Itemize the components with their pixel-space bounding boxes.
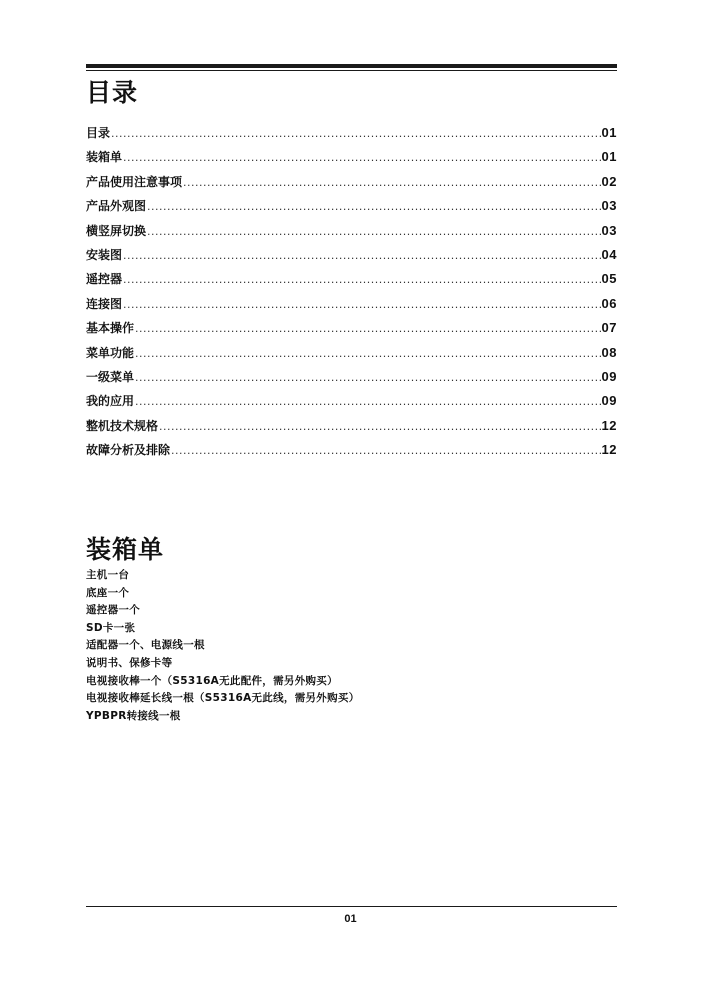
header-rule-thick	[86, 64, 617, 68]
toc-entry-page: 07	[601, 320, 617, 336]
toc-entry-label: 横竖屏切换	[86, 223, 147, 238]
toc-entry-label: 连接图	[86, 296, 123, 311]
toc-entry[interactable]	[86, 270, 617, 294]
packing-list-item: YPBPR转接线一根	[86, 709, 181, 722]
toc-entry-page: 12	[601, 442, 617, 458]
toc-entry[interactable]	[86, 197, 617, 221]
toc-dot-leader	[171, 444, 601, 457]
toc-entry-page: 09	[601, 368, 617, 384]
toc-entry-label: 整机技术规格	[86, 418, 159, 433]
toc-title: 目录	[86, 78, 139, 107]
toc-entry[interactable]	[86, 441, 617, 465]
toc-entry[interactable]	[86, 222, 617, 246]
toc-dot-leader	[135, 347, 601, 360]
table-of-contents	[86, 124, 617, 465]
packing-list-title: 装箱单	[86, 535, 165, 564]
page-number: 01	[344, 913, 357, 925]
toc-entry[interactable]	[86, 392, 617, 416]
toc-dot-leader	[111, 127, 601, 140]
toc-entry-page: 09	[601, 393, 617, 409]
toc-entry[interactable]	[86, 368, 617, 392]
toc-entry[interactable]	[86, 319, 617, 343]
toc-entry-label: 我的应用	[86, 394, 135, 409]
toc-entry-label: 遥控器	[86, 272, 123, 287]
toc-dot-leader	[147, 225, 601, 238]
packing-list-item: 遥控器一个	[86, 604, 140, 617]
footer-rule	[86, 906, 617, 907]
toc-dot-leader	[147, 200, 601, 213]
packing-list-item: 底座一个	[86, 586, 130, 599]
toc-dot-leader	[135, 395, 601, 408]
packing-list-item: 适配器一个、电源线一根	[86, 639, 205, 652]
toc-entry[interactable]	[86, 295, 617, 319]
toc-entry-page: 12	[601, 417, 617, 433]
toc-entry[interactable]	[86, 173, 617, 197]
toc-entry-page: 03	[601, 222, 617, 238]
packing-list	[86, 567, 360, 725]
packing-list-item: 说明书、保修卡等	[86, 656, 173, 669]
toc-entry-label: 一级菜单	[86, 369, 135, 384]
packing-list-item: SD卡一张	[86, 621, 136, 634]
packing-list-item: 主机一台	[86, 569, 130, 581]
toc-dot-leader	[159, 420, 601, 433]
toc-entry[interactable]	[86, 148, 617, 172]
toc-dot-leader	[135, 371, 601, 384]
toc-entry-page: 06	[601, 295, 617, 311]
toc-entry-label: 装箱单	[86, 150, 123, 165]
toc-entry-label: 产品外观图	[86, 199, 147, 214]
toc-entry[interactable]	[86, 417, 617, 441]
toc-entry-label: 基本操作	[86, 321, 135, 336]
toc-entry[interactable]	[86, 124, 617, 148]
toc-entry-label: 故障分析及排除	[86, 443, 171, 458]
toc-entry-label: 目录	[86, 126, 111, 140]
toc-dot-leader	[123, 298, 601, 311]
toc-entry[interactable]	[86, 344, 617, 368]
toc-entry[interactable]	[86, 246, 617, 270]
toc-dot-leader	[183, 176, 601, 189]
toc-dot-leader	[123, 273, 601, 286]
packing-list-item: 电视接收棒一个（S5316A无此配件，需另外购买）	[86, 674, 338, 687]
packing-list-item: 电视接收棒延长线一根（S5316A无此线，需另外购买）	[86, 692, 360, 705]
toc-entry-label: 菜单功能	[86, 345, 135, 360]
toc-entry-page: 04	[601, 246, 617, 262]
toc-entry-page: 01	[601, 125, 617, 140]
toc-entry-page: 03	[601, 198, 617, 214]
toc-entry-label: 产品使用注意事项	[86, 174, 183, 189]
header-rule-thin	[86, 70, 617, 71]
toc-dot-leader	[123, 249, 601, 262]
toc-entry-page: 05	[601, 271, 617, 287]
toc-dot-leader	[123, 151, 601, 164]
toc-entry-page: 01	[601, 149, 617, 165]
toc-dot-leader	[135, 322, 601, 335]
toc-entry-label: 安装图	[86, 247, 123, 262]
toc-entry-page: 08	[601, 344, 617, 360]
toc-entry-page: 02	[601, 173, 617, 189]
